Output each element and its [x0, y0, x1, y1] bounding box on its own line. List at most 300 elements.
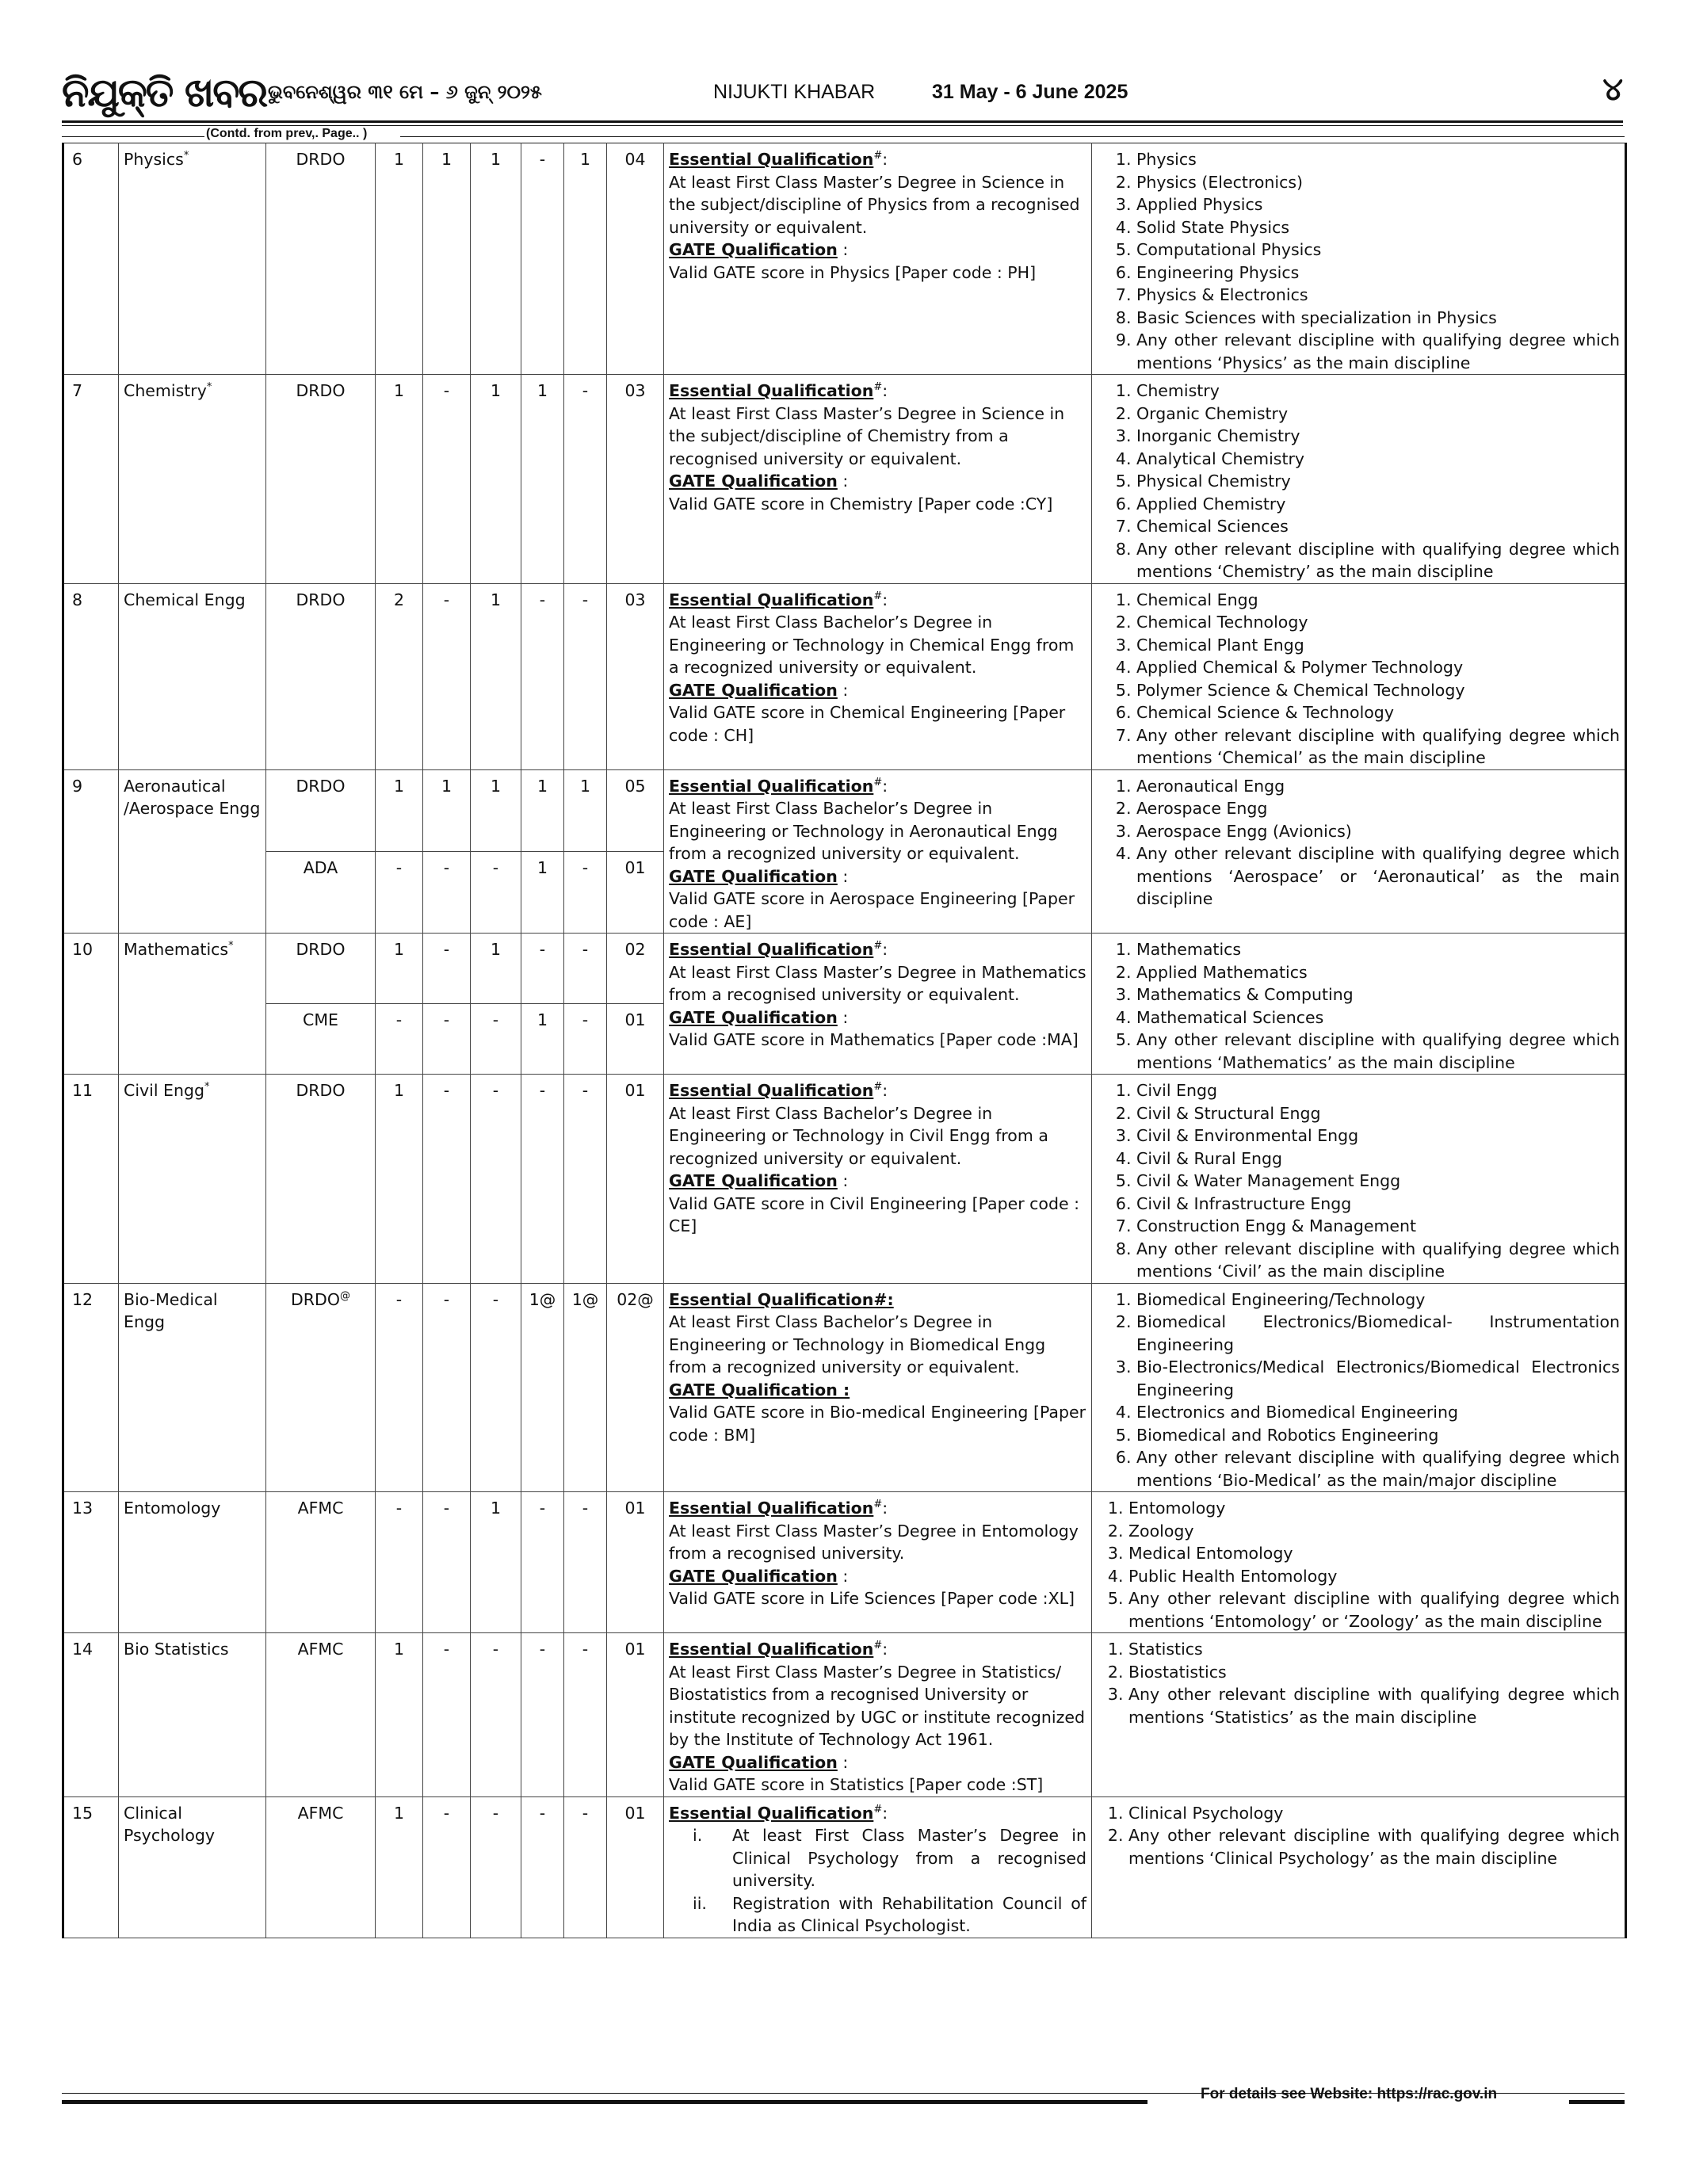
website-note: For details see Website: https://rac.gov.in [1201, 2086, 1498, 2102]
superscript-mark: * [183, 150, 189, 162]
subject-name: Clinical Psychology [124, 1803, 216, 1845]
discipline-item: 3. Aerospace Engg (Avionics) [1136, 820, 1620, 843]
disciplines-cell [1092, 375, 1626, 584]
vacancy-cell [521, 1283, 564, 1492]
table-row [63, 1492, 1626, 1633]
header-rule [62, 120, 1623, 123]
subject-cell [119, 1492, 266, 1633]
subject-cell [119, 143, 266, 375]
vacancy-count: - [395, 1010, 403, 1029]
total-cell [607, 143, 664, 375]
total-cell [607, 769, 664, 851]
disciplines-cell [1092, 1796, 1626, 1938]
discipline-item: 6. Civil & Infrastructure Engg [1136, 1193, 1620, 1216]
vacancy-count: - [395, 1499, 403, 1518]
discipline-item: 3. Medical Entomology [1128, 1542, 1620, 1565]
serial-number: 8 [72, 590, 83, 609]
vacancy-cell [376, 851, 423, 933]
newspaper-name: NIJUKTI KHABAR [713, 81, 876, 103]
serial-number: 7 [72, 381, 83, 400]
vacancy-cell [423, 1004, 471, 1075]
qualification-cell [664, 1283, 1092, 1492]
subject-name: Bio-Medical Engg [124, 1289, 218, 1331]
vacancy-cell [564, 1004, 607, 1075]
vacancy-count: - [539, 940, 546, 959]
vacancy-cell [564, 1796, 607, 1938]
disciplines-cell [1092, 1283, 1626, 1492]
gate-text: Valid GATE score in Statistics [Paper code :ST] [669, 1775, 1044, 1794]
lab-name: AFMC [297, 1803, 344, 1823]
footer-rule-left [62, 2100, 1147, 2104]
essential-text: At least First Class Master’s Degree in Statistics/ Biostatistics from a recognised University or institute recognized by UGC or institute recognized by the Institute of Technology Act 1961. [669, 1662, 1085, 1749]
vacancy-count: 1 [393, 1081, 405, 1100]
superscript-mark: # [873, 381, 883, 394]
page-number: ୪ [1602, 71, 1623, 108]
vacancy-count: - [582, 1081, 589, 1100]
total-cell [607, 1796, 664, 1938]
vacancy-cell [376, 769, 423, 851]
contd-rule-left [62, 136, 204, 137]
lab-name: DRDO [296, 776, 346, 796]
vacancy-cell [564, 1492, 607, 1633]
total-cell [607, 1283, 664, 1492]
total-vacancies: 03 [624, 381, 646, 400]
essential-label: Essential Qualification [669, 1499, 874, 1518]
vacancy-cell [521, 583, 564, 769]
vacancy-count: 1 [490, 150, 502, 169]
vacancy-count: - [539, 150, 546, 169]
lab-name: DRDO [296, 150, 346, 169]
vacancy-cell [423, 1492, 471, 1633]
subject-name: Chemistry [124, 381, 207, 400]
subject-name: Bio Statistics [124, 1640, 229, 1659]
vacancy-cell [471, 1633, 521, 1797]
vacancy-cell [423, 1075, 471, 1284]
vacancy-count: - [539, 1803, 546, 1823]
vacancy-cell [471, 1075, 521, 1284]
essential-text: At least First Class Master’s Degree in Mathematics from a recognised university or equivalent. [669, 962, 1086, 1004]
vacancy-count: - [582, 381, 589, 400]
table-row [63, 1796, 1626, 1938]
lab-name: AFMC [297, 1640, 344, 1659]
vacancy-count: - [582, 1499, 589, 1518]
vacancy-cell [521, 143, 564, 375]
serial-no-cell [63, 769, 119, 934]
vacancy-count: 1 [393, 150, 405, 169]
subject-name: Civil Engg [124, 1081, 205, 1100]
vacancy-cell [423, 851, 471, 933]
superscript-mark: @ [339, 1289, 350, 1302]
vacancy-count: - [443, 1803, 450, 1823]
vacancy-count: - [539, 1081, 546, 1100]
vacancy-cell [376, 1796, 423, 1938]
discipline-list [1097, 148, 1620, 374]
discipline-item: 3. Inorganic Chemistry [1136, 425, 1620, 448]
discipline-item: 5. Any other relevant discipline with qualifying degree which mentions ‘Mathematics’ as the main discipline [1136, 1029, 1620, 1074]
total-vacancies: 01 [624, 857, 646, 877]
gate-label: GATE Qualification : [669, 1380, 850, 1399]
vacancy-cell [376, 1633, 423, 1797]
discipline-item: 4. Any other relevant discipline with qualifying degree which mentions ‘Aerospace’ or ‘Aeronautical’ as the main discipline [1136, 842, 1620, 911]
superscript-mark: * [204, 1081, 210, 1094]
essential-label: Essential Qualification [669, 150, 874, 169]
vacancy-count: 1 [537, 776, 548, 796]
discipline-item: 2. Chemical Technology [1136, 611, 1620, 634]
subject-name: Chemical Engg [124, 590, 246, 609]
total-cell [607, 934, 664, 1004]
vacancy-cell [471, 1283, 521, 1492]
discipline-item: 4. Electronics and Biomedical Engineering [1136, 1401, 1620, 1424]
essential-heading: Essential Qualification#: [669, 776, 888, 796]
vacancy-count: - [395, 857, 403, 877]
essential-text: At least First Class Master’s Degree in Entomology from a recognised university. [669, 1521, 1079, 1563]
gate-text: Valid GATE score in Mathematics [Paper code :MA] [669, 1030, 1079, 1049]
item-numeral: ii. [693, 1893, 707, 1913]
essential-label: Essential Qualification [669, 381, 874, 400]
vacancy-count: 2 [393, 590, 405, 609]
essential-heading: Essential Qualification#: [669, 1803, 888, 1823]
gate-heading: GATE Qualification : [669, 1171, 849, 1190]
subject-name: Entomology [124, 1499, 221, 1518]
superscript-mark: # [873, 1081, 883, 1094]
vacancy-cell [521, 1075, 564, 1284]
discipline-item: 5. Polymer Science & Chemical Technology [1136, 679, 1620, 702]
gate-label: GATE Qualification [669, 1752, 838, 1772]
discipline-list [1097, 938, 1620, 1074]
table-row [63, 1633, 1626, 1797]
vacancy-cell [423, 934, 471, 1004]
discipline-item: 8. Basic Sciences with specialization in Physics [1136, 307, 1620, 330]
gate-heading [669, 1379, 1086, 1402]
table-row [63, 583, 1626, 769]
total-cell [607, 375, 664, 584]
discipline-item: 6. Chemical Science & Technology [1136, 701, 1620, 724]
vacancy-count: - [582, 590, 589, 609]
vacancy-count: - [539, 1499, 546, 1518]
superscript-mark: # [873, 1640, 883, 1652]
vacancy-cell [521, 769, 564, 851]
lab-name: DRDO [296, 940, 346, 959]
item-text: Registration with Rehabilitation Council of India as Clinical Psychologist. [732, 1893, 1086, 1935]
qualification-cell [664, 769, 1092, 934]
essential-label: Essential Qualification [669, 1640, 874, 1659]
gate-heading: GATE Qualification : [669, 866, 849, 886]
odia-date: ଭୁବନେଶ୍ୱର ୩୧ ମେ – ୬ ଜୁନ୍ ୨୦୨୫ [268, 81, 542, 103]
vacancy-cell [521, 375, 564, 584]
essential-text: At least First Class Bachelor’s Degree in Engineering or Technology in Aeronautical Engg from a recognized university or equivalent. [669, 799, 1058, 863]
disciplines-cell [1092, 1492, 1626, 1633]
vacancy-cell [471, 1492, 521, 1633]
lab-cell [266, 375, 376, 584]
vacancy-count: - [582, 1803, 589, 1823]
gate-text: Valid GATE score in Chemical Engineering [Paper code : CH] [669, 703, 1066, 745]
subject-cell [119, 769, 266, 934]
discipline-list [1097, 1802, 1620, 1870]
essential-heading: Essential Qualification#: [669, 1499, 888, 1518]
vacancy-cell [521, 934, 564, 1004]
vacancy-cell [376, 375, 423, 584]
gate-text: Valid GATE score in Chemistry [Paper code :CY] [669, 494, 1053, 514]
gate-text: Valid GATE score in Bio-medical Engineering [Paper code : BM] [669, 1403, 1086, 1445]
vacancy-count: - [443, 1640, 450, 1659]
subject-cell [119, 1796, 266, 1938]
vacancy-cell [471, 375, 521, 584]
vacancy-count: - [492, 1289, 499, 1309]
serial-no-cell [63, 1633, 119, 1797]
discipline-item: 5. Biomedical and Robotics Engineering [1136, 1424, 1620, 1447]
vacancy-cell [423, 769, 471, 851]
masthead [62, 70, 1623, 116]
serial-number: 14 [72, 1640, 94, 1659]
discipline-item: 1. Entomology [1128, 1497, 1620, 1520]
serial-number: 9 [72, 776, 83, 796]
gate-text: Valid GATE score in Civil Engineering [Paper code : CE] [669, 1193, 1080, 1235]
vacancy-count: 1 [490, 381, 502, 400]
essential-label: Essential Qualification [669, 940, 874, 959]
discipline-item: 7. Chemical Sciences [1136, 515, 1620, 538]
vacancy-cell [376, 1492, 423, 1633]
serial-number: 6 [72, 150, 83, 169]
lab-cell [266, 1633, 376, 1797]
lab-cell [266, 851, 376, 933]
qualification-cell [664, 1492, 1092, 1633]
vacancy-count: - [492, 1010, 499, 1029]
gate-text: Valid GATE score in Physics [Paper code : PH] [669, 262, 1037, 282]
discipline-item: 4. Public Health Entomology [1128, 1565, 1620, 1588]
essential-heading: Essential Qualification#: [669, 1081, 888, 1100]
essential-item [669, 1824, 1086, 1892]
discipline-item: 3. Applied Physics [1136, 193, 1620, 216]
disciplines-cell [1092, 583, 1626, 769]
discipline-item: 1. Aeronautical Engg [1136, 775, 1620, 798]
discipline-item: 5. Civil & Water Management Engg [1136, 1170, 1620, 1193]
total-cell [607, 1075, 664, 1284]
essential-heading: Essential Qualification#: [669, 150, 888, 169]
vacancy-count: - [443, 381, 450, 400]
total-vacancies: 01 [624, 1640, 646, 1659]
total-cell [607, 583, 664, 769]
essential-text: At least First Class Bachelor’s Degree in Engineering or Technology in Chemical Engg from a recognized university or equivalent. [669, 613, 1075, 677]
lab-cell [266, 769, 376, 851]
superscript-mark: # [873, 590, 883, 602]
vacancy-cell [471, 851, 521, 933]
vacancy-cell [471, 1004, 521, 1075]
superscript-mark: # [873, 150, 883, 162]
vacancy-count: 1 [393, 381, 405, 400]
vacancy-cell [376, 934, 423, 1004]
discipline-list [1097, 589, 1620, 769]
vacancy-cell [423, 143, 471, 375]
vacancy-count: 1@ [571, 1289, 599, 1309]
vacancy-cell [376, 1004, 423, 1075]
vacancy-cell [564, 1633, 607, 1797]
vacancy-cell [471, 934, 521, 1004]
total-vacancies: 01 [624, 1499, 646, 1518]
table-row [63, 1283, 1626, 1492]
discipline-item: 1. Physics [1136, 148, 1620, 171]
essential-heading: Essential Qualification#: [669, 381, 888, 400]
gate-heading: GATE Qualification : [669, 472, 849, 491]
disciplines-cell [1092, 143, 1626, 375]
vacancy-count: - [443, 590, 450, 609]
discipline-item: 2. Organic Chemistry [1136, 403, 1620, 426]
discipline-item: 3. Civil & Environmental Engg [1136, 1124, 1620, 1147]
lab-cell [266, 1796, 376, 1938]
essential-text: At least First Class Bachelor’s Degree in Engineering or Technology in Civil Engg from a recognized university or equivalent. [669, 1103, 1048, 1168]
superscript-mark: # [873, 940, 883, 953]
discipline-list [1097, 1079, 1620, 1283]
discipline-item: 6. Applied Chemistry [1136, 493, 1620, 516]
essential-text: At least First Class Master’s Degree in Science in the subject/discipline of Physics from a recognised university or equivalent. [669, 172, 1080, 237]
discipline-list [1097, 380, 1620, 583]
essential-items [669, 1824, 1086, 1938]
discipline-item: 2. Any other relevant discipline with qualifying degree which mentions ‘Clinical Psychology’ as the main discipline [1128, 1824, 1620, 1869]
discipline-item: 1. Statistics [1128, 1638, 1620, 1661]
lab-name: CME [303, 1010, 338, 1029]
lab-cell [266, 1075, 376, 1284]
vacancy-count: 1 [393, 940, 405, 959]
discipline-item: 4. Analytical Chemistry [1136, 448, 1620, 471]
discipline-item: 7. Any other relevant discipline with qualifying degree which mentions ‘Chemical’ as the main discipline [1136, 724, 1620, 769]
vacancy-cell [423, 1796, 471, 1938]
vacancy-count: - [582, 857, 589, 877]
vacancy-count: 1 [579, 150, 591, 169]
disciplines-cell [1092, 769, 1626, 934]
discipline-item: 6. Engineering Physics [1136, 262, 1620, 284]
superscript-mark: # [873, 1803, 883, 1816]
discipline-item: 5. Any other relevant discipline with qualifying degree which mentions ‘Entomology’ or ‘Zoology’ as the main discipline [1128, 1587, 1620, 1632]
total-vacancies: 01 [624, 1803, 646, 1823]
header-rule-thin [62, 125, 1623, 126]
discipline-item: 4. Applied Chemical & Polymer Technology [1136, 656, 1620, 679]
essential-text: At least First Class Bachelor’s Degree in Engineering or Technology in Biomedical Engg from a recognized university or equivalent. [669, 1312, 1046, 1376]
total-cell [607, 1492, 664, 1633]
superscript-mark: * [206, 381, 212, 394]
newspaper-logo: ନିଯୁକ୍ତି ଖବର [62, 70, 267, 116]
qualification-cell [664, 1796, 1092, 1938]
gate-label: GATE Qualification [669, 1566, 838, 1586]
discipline-item: 2. Civil & Structural Engg [1136, 1102, 1620, 1125]
lab-name: ADA [303, 857, 338, 877]
disciplines-cell [1092, 1633, 1626, 1797]
vacancy-cell [423, 1283, 471, 1492]
discipline-item: 7. Construction Engg & Management [1136, 1215, 1620, 1238]
discipline-item: 4. Mathematical Sciences [1136, 1006, 1620, 1029]
posts-table [62, 143, 1627, 1938]
serial-no-cell [63, 1283, 119, 1492]
serial-no-cell [63, 583, 119, 769]
vacancy-count: - [492, 1803, 499, 1823]
posts-table-body [63, 143, 1626, 1938]
vacancy-cell [376, 583, 423, 769]
item-text: At least First Class Master’s Degree in Clinical Psychology from a recognised university. [732, 1826, 1086, 1890]
vacancy-cell [471, 1796, 521, 1938]
table-row [63, 1075, 1626, 1284]
vacancy-count: 1 [537, 857, 548, 877]
vacancy-cell [564, 1283, 607, 1492]
total-vacancies: 03 [624, 590, 646, 609]
lab-name: DRDO [296, 1081, 346, 1100]
vacancy-count: 1 [490, 776, 502, 796]
vacancy-cell [564, 375, 607, 584]
vacancy-cell [521, 1492, 564, 1633]
vacancy-count: 1 [441, 150, 453, 169]
subject-cell [119, 583, 266, 769]
gate-heading: GATE Qualification : [669, 1566, 849, 1586]
lab-cell [266, 143, 376, 375]
discipline-item: 2. Aerospace Engg [1136, 797, 1620, 820]
discipline-item: 4. Civil & Rural Engg [1136, 1147, 1620, 1170]
total-vacancies: 02@ [617, 1289, 654, 1309]
serial-no-cell [63, 375, 119, 584]
qualification-cell [664, 934, 1092, 1075]
vacancy-count: 1 [490, 1499, 502, 1518]
vacancy-cell [471, 143, 521, 375]
lab-cell [266, 1283, 376, 1492]
vacancy-count: - [582, 1640, 589, 1659]
essential-heading: Essential Qualification#: [669, 940, 888, 959]
disciplines-cell [1092, 1075, 1626, 1284]
vacancy-count: - [539, 590, 546, 609]
vacancy-cell [521, 851, 564, 933]
vacancy-cell [521, 1796, 564, 1938]
superscript-mark: # [873, 776, 883, 788]
discipline-list [1097, 1638, 1620, 1728]
subject-name: Mathematics [124, 940, 229, 959]
discipline-item: 1. Clinical Psychology [1128, 1802, 1620, 1825]
serial-number: 11 [72, 1081, 94, 1100]
vacancy-count: 1 [441, 776, 453, 796]
vacancy-count: - [443, 1081, 450, 1100]
discipline-item: 4. Solid State Physics [1136, 216, 1620, 239]
discipline-item: 8. Any other relevant discipline with qualifying degree which mentions ‘Chemistry’ as the main discipline [1136, 538, 1620, 583]
gate-label: GATE Qualification [669, 240, 838, 259]
discipline-item: 1. Biomedical Engineering/Technology [1136, 1289, 1620, 1312]
vacancy-count: - [443, 857, 450, 877]
table-row [63, 769, 1626, 851]
vacancy-cell [521, 1633, 564, 1797]
discipline-item: 5. Computational Physics [1136, 239, 1620, 262]
subject-name: Physics [124, 150, 184, 169]
vacancy-cell [423, 583, 471, 769]
vacancy-count: - [492, 1081, 499, 1100]
vacancy-count: - [492, 857, 499, 877]
table-row [63, 934, 1626, 1004]
discipline-item: 5. Physical Chemistry [1136, 470, 1620, 493]
vacancy-cell [564, 143, 607, 375]
subject-cell [119, 934, 266, 1075]
discipline-item: 7. Physics & Electronics [1136, 284, 1620, 307]
vacancy-cell [564, 1075, 607, 1284]
lab-name: DRDO [296, 381, 346, 400]
total-vacancies: 01 [624, 1010, 646, 1029]
vacancy-cell [423, 1633, 471, 1797]
superscript-mark: * [228, 940, 234, 953]
gate-text: Valid GATE score in Life Sciences [Paper code :XL] [669, 1589, 1075, 1608]
subject-cell [119, 1283, 266, 1492]
vacancy-count: - [443, 1010, 450, 1029]
vacancy-count: 1 [490, 940, 502, 959]
vacancy-cell [521, 1004, 564, 1075]
discipline-item: 6. Any other relevant discipline with qualifying degree which mentions ‘Bio-Medical’ as the main/major discipline [1136, 1446, 1620, 1491]
discipline-item: 3. Any other relevant discipline with qualifying degree which mentions ‘Statistics’ as the main discipline [1128, 1683, 1620, 1728]
discipline-item: 1. Chemical Engg [1136, 589, 1620, 612]
vacancy-count: - [582, 1010, 589, 1029]
table-row [63, 143, 1626, 375]
vacancy-count: - [492, 1640, 499, 1659]
serial-no-cell [63, 934, 119, 1075]
vacancy-count: 1 [537, 1010, 548, 1029]
